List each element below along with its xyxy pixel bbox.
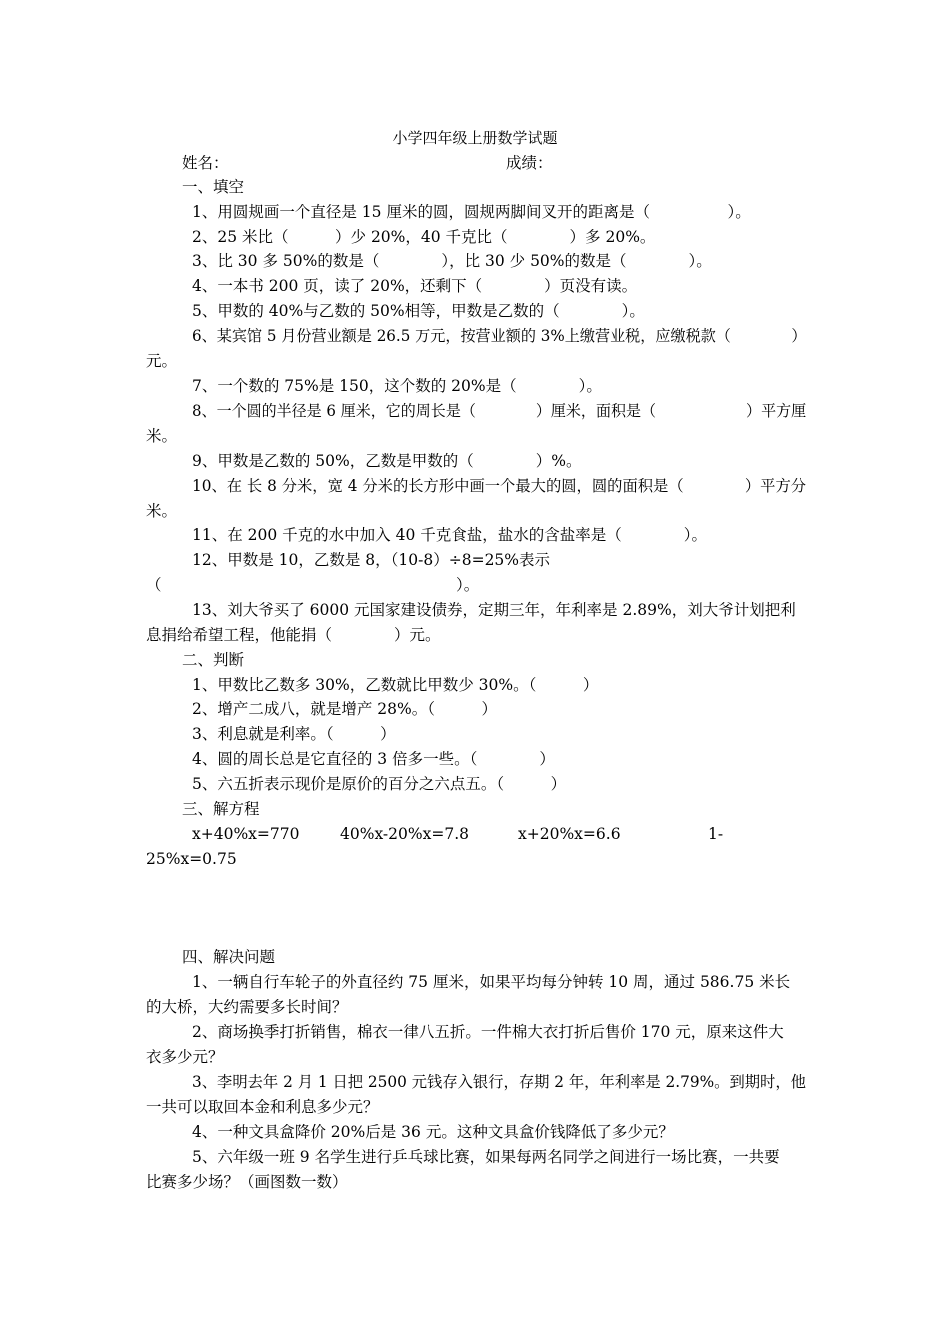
fill-blank-item-continued: 息捐给希望工程，他能捐（ ）元。: [146, 626, 441, 644]
word-problem: 5、六年级一班 9 名学生进行乒乓球比赛，如果每两名同学之间进行一场比赛，一共要: [192, 1148, 780, 1166]
true-false-item: 2、增产二成八，就是增产 28%。（ ）: [192, 700, 497, 718]
equation: 1-: [708, 825, 724, 843]
word-problem: 2、商场换季打折销售，棉衣一律八五折。一件棉大衣打折后售价 170 元，原来这件大: [192, 1023, 784, 1041]
fill-blank-item-continued: 米。: [146, 427, 178, 445]
score-label: 成绩：: [506, 154, 553, 172]
fill-blank-item-continued: 米。: [146, 502, 178, 520]
equation: x+20%x=6.6: [518, 825, 621, 843]
equation-continued: 25%x=0.75: [146, 850, 237, 868]
fill-blank-item: 9、甲数是乙数的 50%，乙数是甲数的（ ）%。: [192, 452, 582, 470]
fill-blank-item: 11、在 200 千克的水中加入 40 千克食盐，盐水的含盐率是（ ）。: [192, 526, 707, 544]
word-problem: 4、一种文具盒降价 20%后是 36 元。这种文具盒价钱降低了多少元？: [192, 1123, 674, 1141]
true-false-item: 1、甲数比乙数多 30%，乙数就比甲数少 30%。（ ）: [192, 676, 599, 694]
section-heading-equations: 三、解方程: [182, 800, 260, 818]
section-heading-fill-blank: 一、填空: [182, 178, 245, 196]
equation: 40%x-20%x=7.8: [340, 825, 469, 843]
fill-blank-item: 2、25 米比（ ）少 20%，40 千克比（ ）多 20%。: [192, 228, 656, 246]
fill-blank-item: 5、甲数的 40%与乙数的 50%相等，甲数是乙数的（ ）。: [192, 302, 645, 320]
fill-blank-item: 3、比 30 多 50%的数是（ ），比 30 少 50%的数是（ ）。: [192, 252, 712, 270]
name-label: 姓名：: [182, 154, 229, 172]
word-problem-continued: 的大桥，大约需要多长时间？: [146, 998, 348, 1016]
true-false-item: 3、利息就是利率。（ ）: [192, 725, 396, 743]
fill-blank-item: 4、一本书 200 页，读了 20%，还剩下（ ）页没有读。: [192, 277, 638, 295]
word-problem: 1、一辆自行车轮子的外直径约 75 厘米，如果平均每分钟转 10 周，通过 586.75 米长: [192, 973, 791, 991]
word-problem-continued: 一共可以取回本金和利息多少元？: [146, 1098, 379, 1116]
word-problem-continued: 衣多少元？: [146, 1048, 224, 1066]
true-false-item: 4、圆的周长总是它直径的 3 倍多一些。（ ）: [192, 750, 555, 768]
fill-blank-item: 12、甲数是 10，乙数是 8，（10-8）÷8=25%表示: [192, 551, 551, 569]
page-title: 小学四年级上册数学试题: [392, 129, 558, 147]
fill-blank-item-continued: （ ）。: [146, 576, 480, 594]
fill-blank-item: 7、一个数的 75%是 150，这个数的 20%是（ ）。: [192, 377, 602, 395]
fill-blank-item: 1、用圆规画一个直径是 15 厘米的圆，圆规两脚间叉开的距离是（ ）。: [192, 203, 751, 221]
section-heading-word-problems: 四、解决问题: [182, 948, 276, 966]
fill-blank-item: 10、在 长 8 分米，宽 4 分米的长方形中画一个最大的圆，圆的面积是（ ）平方分: [192, 477, 807, 495]
fill-blank-item: 6、某宾馆 5 月份营业额是 26.5 万元，按营业额的 3%上缴营业税，应缴税款（ ）: [192, 327, 807, 345]
word-problem: 3、李明去年 2 月 1 日把 2500 元钱存入银行，存期 2 年，年利率是 2.79%。到期时，他: [192, 1073, 806, 1091]
fill-blank-item: 13、刘大爷买了 6000 元国家建设债券，定期三年，年利率是 2.89%，刘大爷计划把利: [192, 601, 796, 619]
fill-blank-item: 8、一个圆的半径是 6 厘米，它的周长是（ ）厘米，面积是（ ）平方厘: [192, 402, 807, 420]
equation: x+40%x=770: [192, 825, 300, 843]
section-heading-true-false: 二、判断: [182, 651, 245, 669]
word-problem-continued: 比赛多少场？（画图数一数）: [146, 1173, 348, 1191]
fill-blank-item-continued: 元。: [146, 352, 178, 370]
true-false-item: 5、六五折表示现价是原价的百分之六点五。（ ）: [192, 775, 567, 793]
